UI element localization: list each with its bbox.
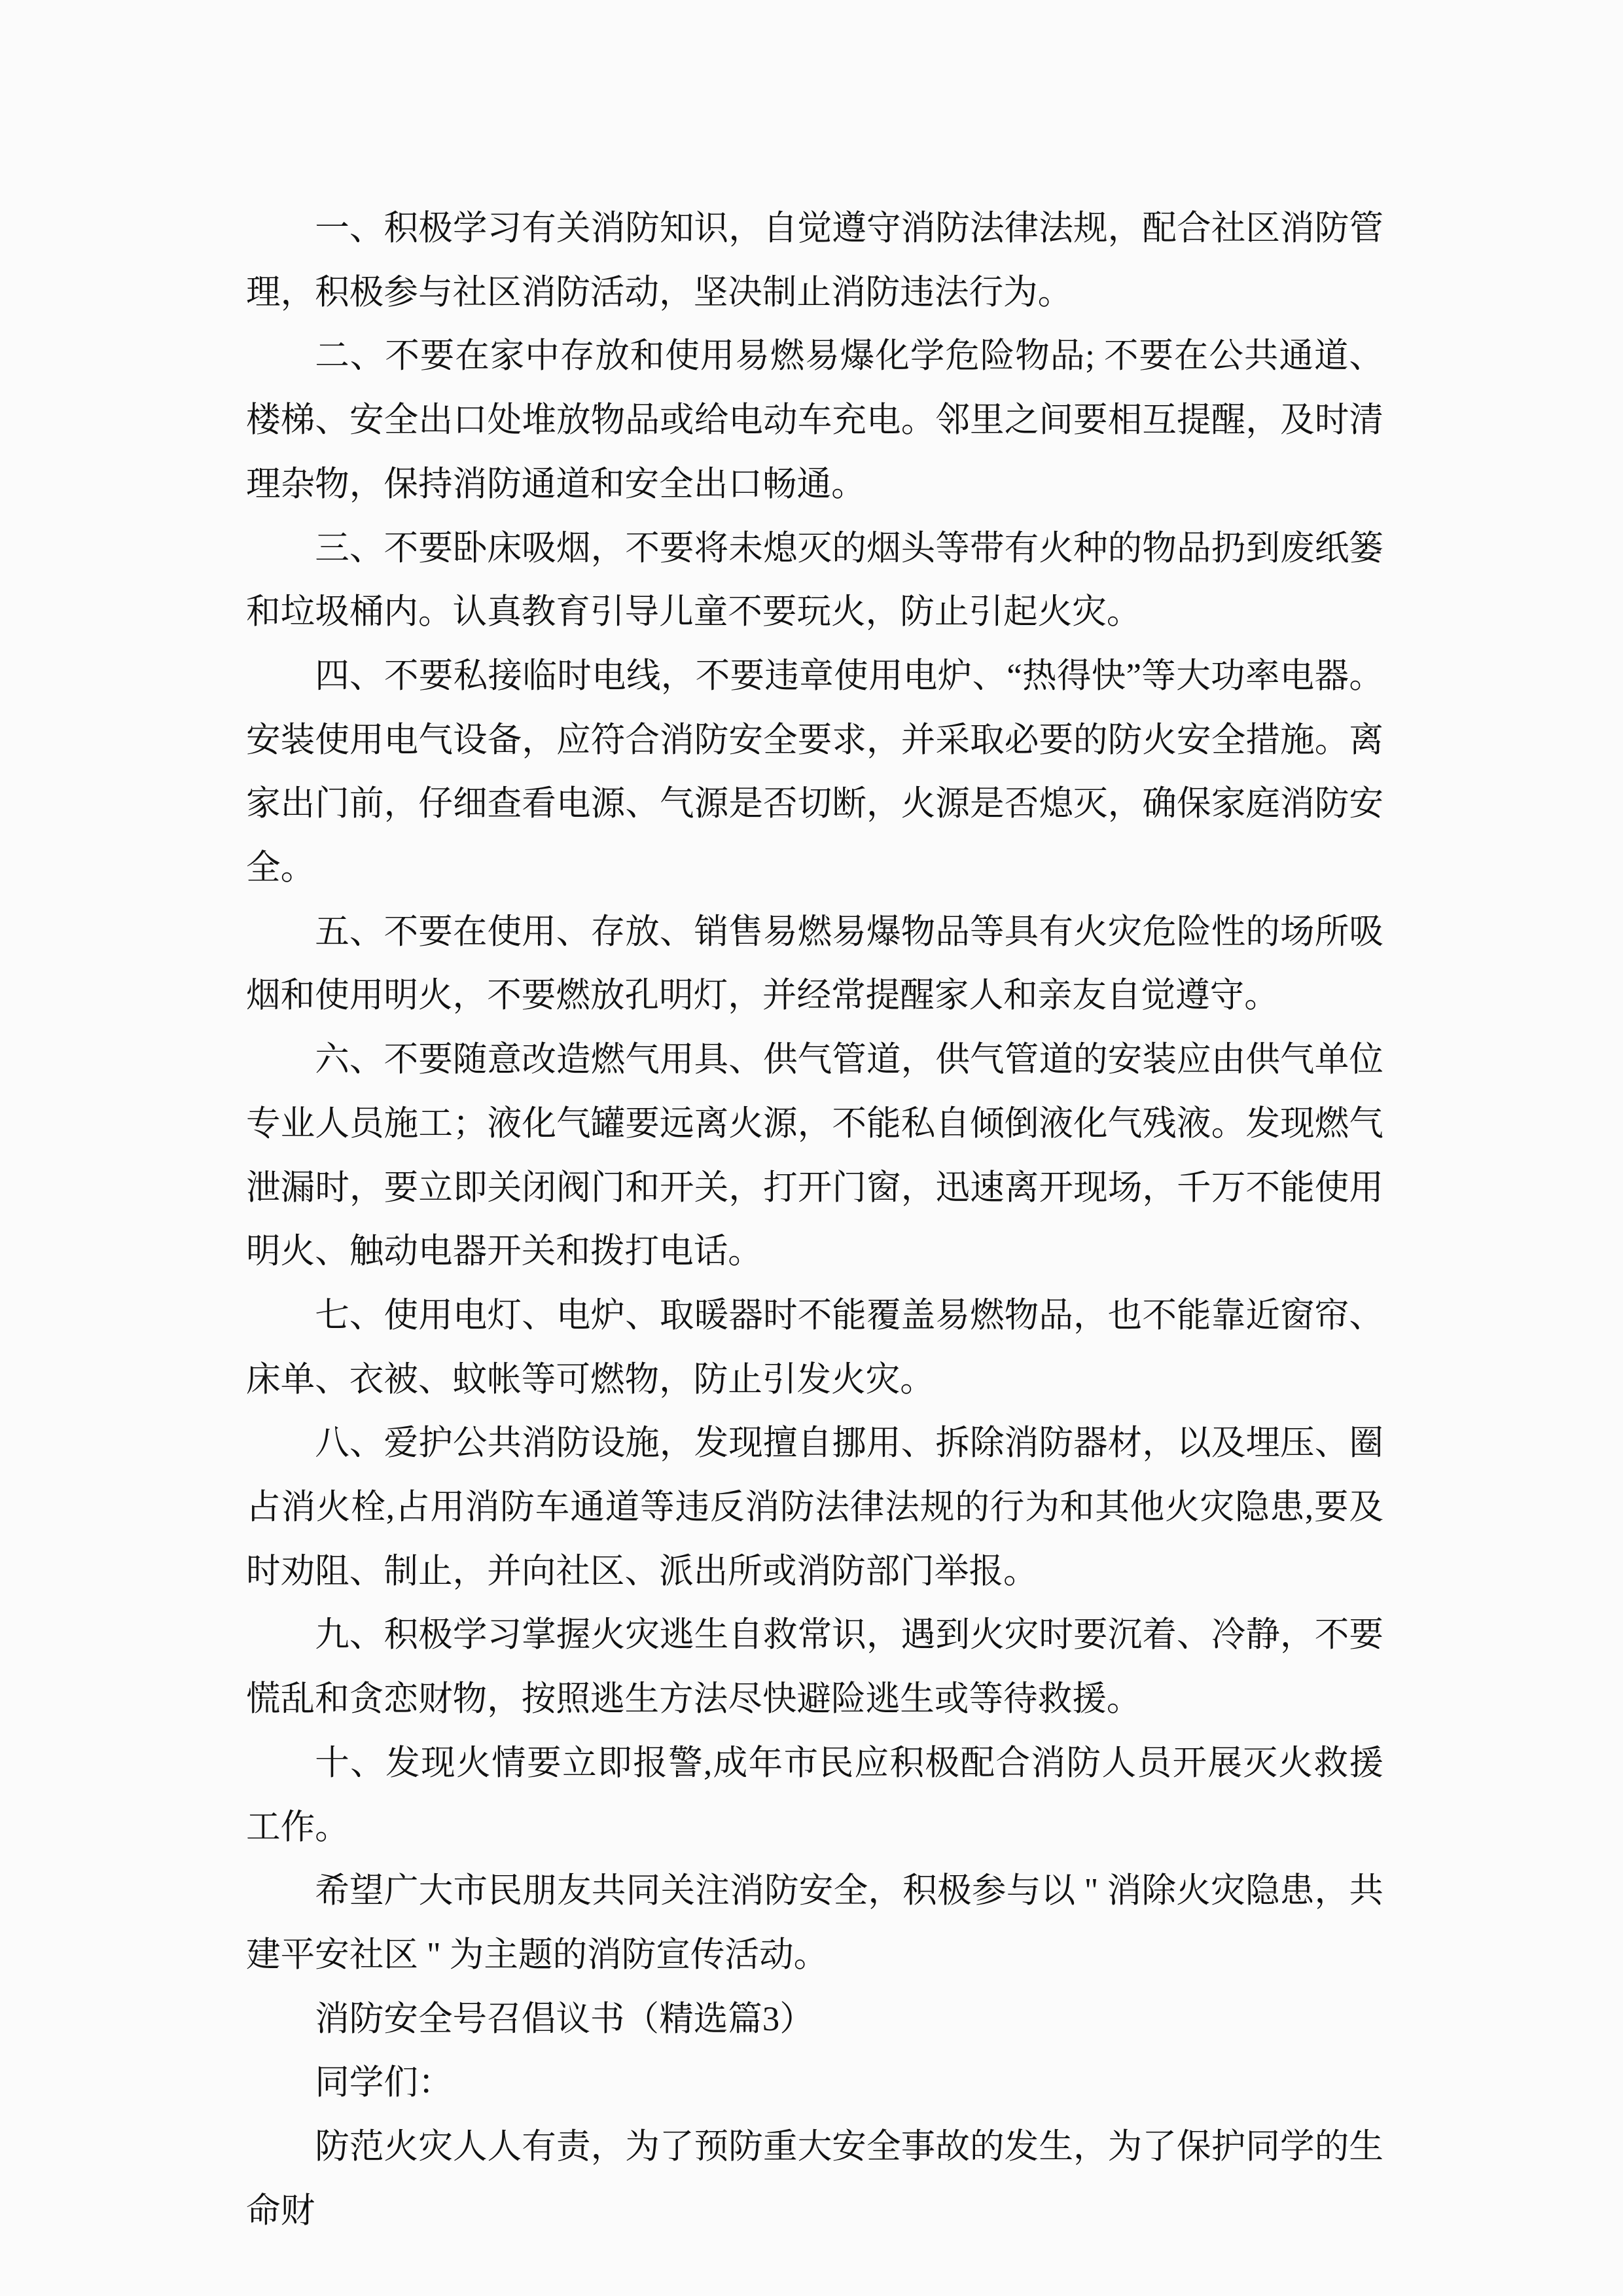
paragraph-rule-6: 六、不要随意改造燃气用具、供气管道，供气管道的安装应由供气单位专业人员施工；液化气罐要远离火源，不能私自倾倒液化气残液。发现燃气泄漏时，要立即关闭阀门和开关，打开门窗，迅速离开现场，千万不能使用明火、触动电器开关和拨打电话。 [246,1041,1383,1271]
paragraph-rule-9: 九、积极学习掌握火灾逃生自救常识，遇到火灾时要沉着、冷静，不要慌乱和贪恋财物，按照逃生方法尽快避险逃生或等待救援。 [246,1616,1383,1719]
paragraph-closing: 希望广大市民朋友共同关注消防安全，积极参与以 " 消除火灾隐患，共建平安社区 " 为主题的消防宣传活动。 [246,1872,1383,1974]
paragraph-intro: 防范火灾人人有责，为了预防重大安全事故的发生，为了保护同学的生命财 [246,2128,1383,2230]
paragraph-rule-2: 二、不要在家中存放和使用易燃易爆化学危险物品; 不要在公共通道、楼梯、安全出口处堆放物品或给电动车充电。邻里之间要相互提醒，及时清理杂物，保持消防通道和安全出口畅通。 [246,337,1383,503]
paragraph-rule-8: 八、爱护公共消防设施，发现擅自挪用、拆除消防器材，以及埋压、圈占消火栓,占用消防车通道等违反消防法律法规的行为和其他火灾隐患,要及时劝阻、制止，并向社区、派出所或消防部门举报。 [246,1424,1383,1590]
paragraph-rule-7: 七、使用电灯、电炉、取暖器时不能覆盖易燃物品，也不能靠近窗帘、床单、衣被、蚊帐等可燃物，防止引发火灾。 [246,1296,1383,1399]
paragraph-rule-3: 三、不要卧床吸烟，不要将未熄灭的烟头等带有火种的物品扔到废纸篓和垃圾桶内。认真教育引导儿童不要玩火，防止引起火灾。 [246,529,1383,632]
salutation: 同学们： [315,2064,453,2102]
section-title: 消防安全号召倡议书（精选篇3） [315,2000,814,2038]
paragraph-rule-1: 一、积极学习有关消防知识，自觉遵守消防法律法规，配合社区消防管理，积极参与社区消防活动，坚决制止消防违法行为。 [246,209,1383,312]
paragraph-rule-5: 五、不要在使用、存放、销售易燃易爆物品等具有火灾危险性的场所吸烟和使用明火，不要燃放孔明灯，并经常提醒家人和亲友自觉遵守。 [246,912,1383,1015]
paragraph-rule-10: 十、发现火情要立即报警,成年市民应积极配合消防人员开展灭火救援工作。 [246,1744,1383,1846]
paragraph-rule-4: 四、不要私接临时电线，不要违章使用电炉、“热得快”等大功率电器。安装使用电气设备，应符合消防安全要求，并采取必要的防火安全措施。离家出门前，仔细查看电源、气源是否切断，火源是否熄灭，确保家庭消防安全。 [246,656,1383,888]
document-body [246,197,1383,2244]
